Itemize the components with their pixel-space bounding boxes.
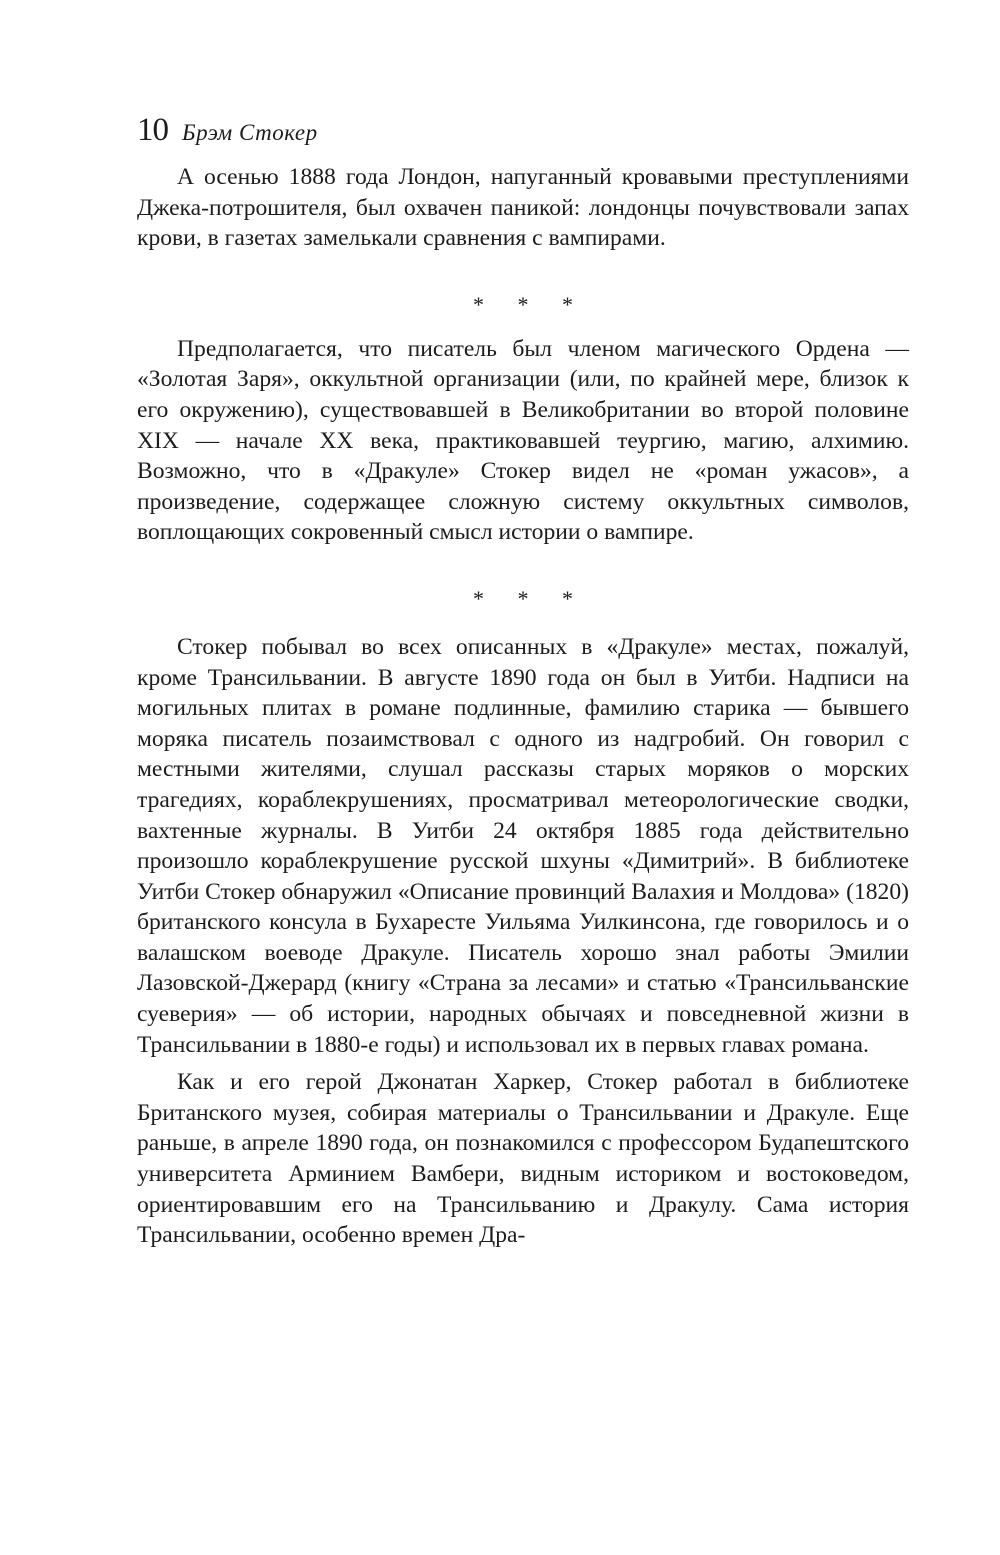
section-separator-2: * * *: [473, 585, 587, 611]
paragraph-whitby: Стокер побывал во всех описанных в «Дракуле» местах, пожалуй, кроме Трансильвании. В августе 1890 года он был в Уитби. Надписи на могильных плитах в романе подлинные, фамилию старика — бывшего моряка писатель позаимствовал с одного из надгробий. Он говорил с местными жителями, слушал рассказы старых моряков о морских трагедиях, кораблекрушениях, просматривал метеорологические сводки, вахтенные журналы. В Уитби 24 октября 1885 года действительно произошло кораблекрушение русской шхуны «Димитрий». В библиотеке Уитби Стокер обнаружил «Описание провинций Валахия и Молдова» (1820) британского консула в Бухаресте Уильяма Уилкинсона, где говорилось и о валашском воеводе Дракуле. Писатель хорошо знал работы Эмилии Лазовской-Джерард (книгу «Страна за лесами» и статью «Трансильванские суеверия» — об истории, народных обычаях и повседневной жизни в Трансильвании в 1880-е годы) и использовал их в первых главах романа.: [137, 633, 909, 1058]
running-head-author: Брэм Стокер: [182, 120, 318, 145]
page-number: 10: [137, 112, 168, 148]
paragraph-london-1888: А осенью 1888 года Лондон, напуганный кровавыми преступлениями Джека-потрошителя, был охвачен паникой: лондонцы почувствовали запах крови, в газетах замелькали сравнения с вампирами.: [137, 164, 909, 252]
page-header: [137, 110, 909, 154]
section-separator-1: * * *: [473, 291, 587, 317]
paragraph-british-museum: Как и его герой Джонатан Харкер, Стокер работал в библиотеке Британского музея, собирая материалы о Трансильвании и Дракуле. Еще раньше, в апреле 1890 года, он познакомился с профессором Будапештского университета Арминием Вамбери, видным историком и востоковедом, ориентировавшим его на Трансильванию и Дракулу. Сама история Трансильвании, особенно времен Дра-: [137, 1069, 909, 1249]
paragraph-golden-dawn: Предполагается, что писатель был членом магического Ордена — «Золотая Заря», оккультной организации (или, по крайней мере, близок к его окружению), существовавшей в Великобритании во второй половине XIX — начале XX века, практиковавшей теургию, магию, алхимию. Возможно, что в «Дракуле» Стокер видел не «роман ужасов», а произведение, содержащее сложную систему оккультных символов, воплощающих сокровенный смысл истории о вампире.: [137, 335, 909, 546]
book-page: [137, 110, 909, 1251]
